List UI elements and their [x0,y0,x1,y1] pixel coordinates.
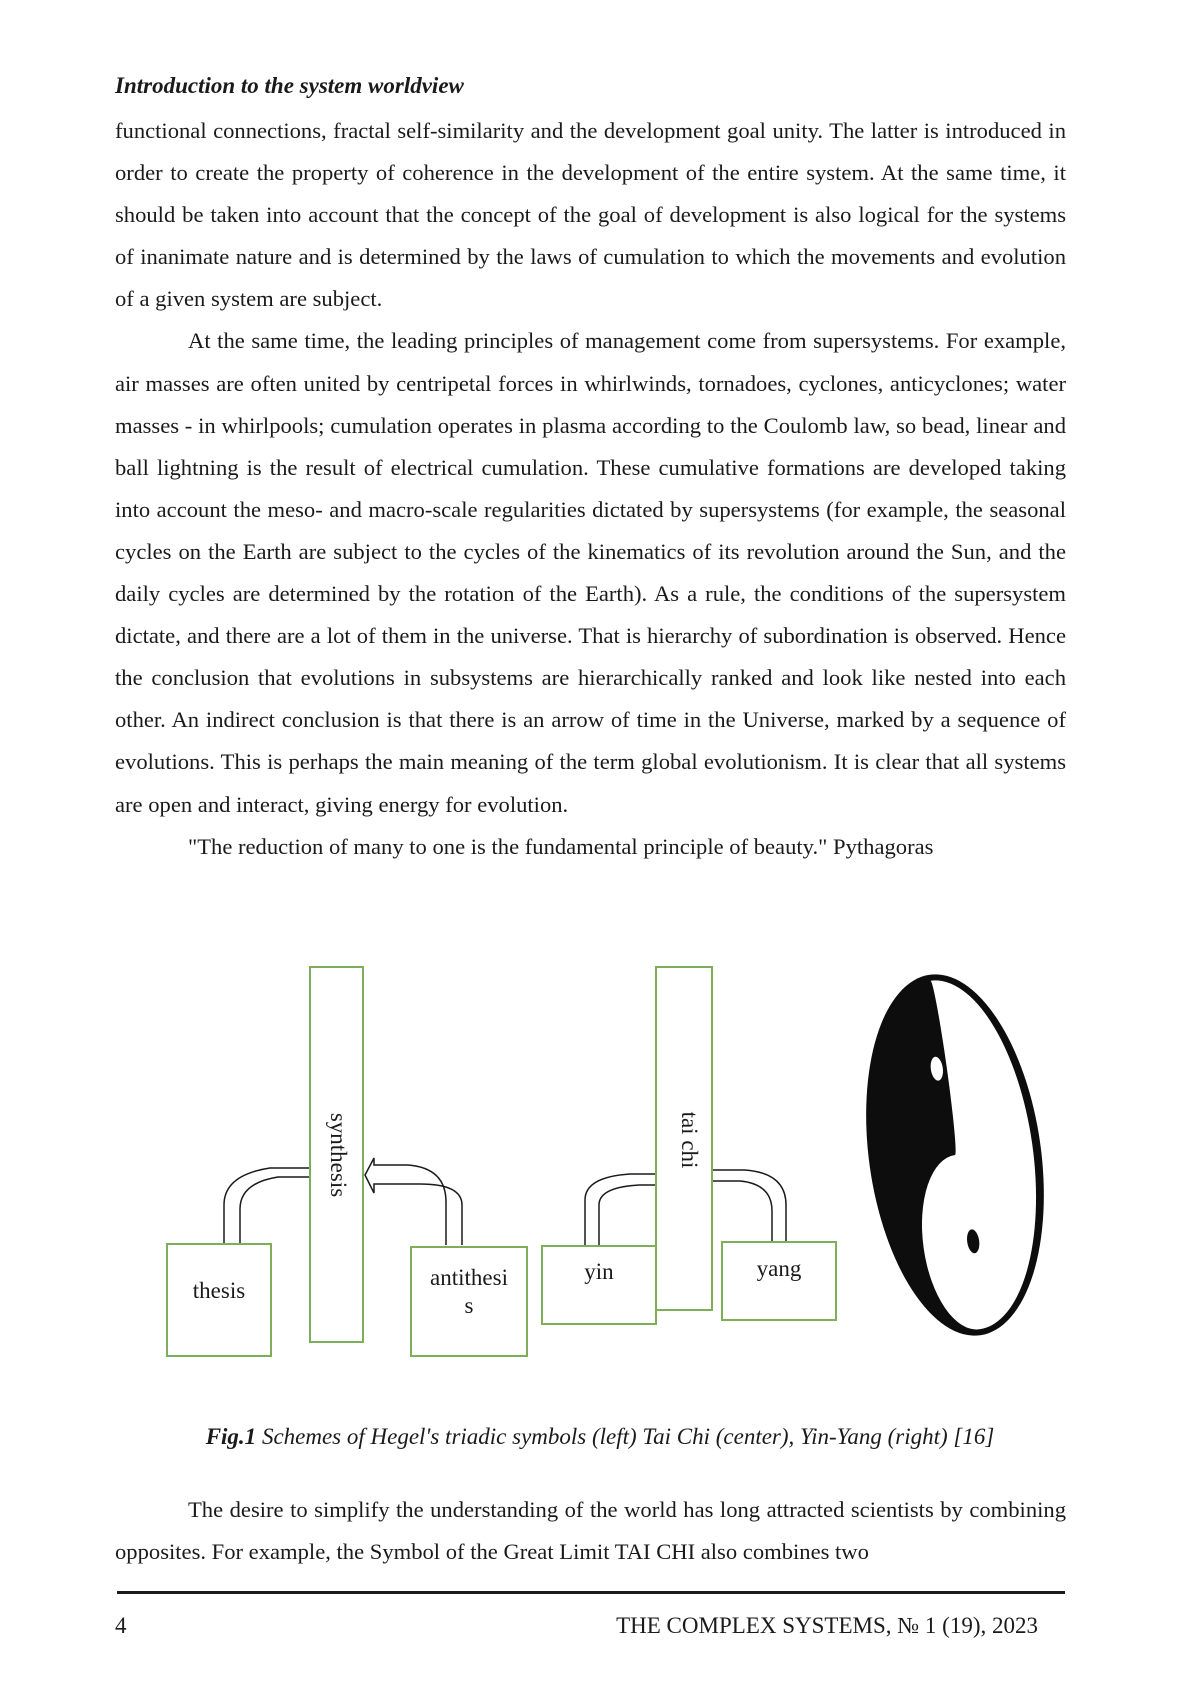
paragraph-3: The desire to simplify the understanding of the world has long attracted scientists by combining opposites. For example, the Symbol of the Great Limit TAI CHI also combines two [115,1497,1066,1565]
antithesis-label-line2: s [464,1293,474,1318]
paragraph-2: At the same time, the leading principles of management come from supersystems. For example, air masses are often united by centripetal forces in whirlwinds, tornadoes, cyclones, anticyclones; water masses - in whirlpools; cumulation operates in plasma according to the Coulomb law, so bead, linear and ball lightning is the result of electrical cumulation. These cumulative formations are developed taking into account the meso- and macro-scale regularities dictated by supersystems (for example, the seasonal cycles on the Earth are subject to the cycles of the kinematics of its revolution around the Sun, and the daily cycles are determined by the rotation of the Earth). As a rule, the conditions of the supersystem dictate, and there are a lot of them in the universe. That is hierarchy of subordination is observed. Hence the conclusion that evolutions in subsystems are hierarchically ranked and look like nested into each other. An indirect conclusion is that there is an arrow of time in the Universe, marked by a sequence of evolutions. This is perhaps the main meaning of the term global evolutionism. It is clear that all systems are open and interact, giving energy for evolution. [115,328,1066,817]
figure-1 [0,955,1200,1375]
synthesis-label: synthesis [326,1112,351,1198]
hegel-arrow-right [365,1158,462,1245]
page-number: 4 [115,1613,127,1638]
yang-box [722,1242,836,1320]
body-text-bottom [115,1489,1066,1573]
pythagoras-quote: "The reduction of many to one is the fundamental principle of beauty." Pythagoras [188,833,934,859]
yang-label: yang [756,1256,802,1281]
antithesis-label-line1: antithesi [430,1265,508,1290]
figure-diagram [0,955,1200,1375]
figure-caption [0,1424,1200,1450]
paragraph-1: functional connections, fractal self-similarity and the development goal unity. The latter is introduced in order to create the property of coherence in the development of the entire system. At the same time, it should be taken into account that the concept of the goal of development is also logical for the systems of inanimate nature and is determined by the laws of cumulation to which the movements and evolution of a given system are subject. [115,118,1066,312]
body-text-top [115,110,1066,868]
taichi-label: tai chi [677,1111,702,1169]
running-title: Introduction to the system worldview [115,73,464,98]
yin-label: yin [584,1259,614,1284]
journal-name: THE COMPLEX SYSTEMS, № 1 (19), 2023 [616,1613,1038,1638]
taichi-connector-left [585,1174,655,1245]
taichi-connector-right [711,1170,786,1243]
yin-yang-icon [845,963,1066,1347]
thesis-label: thesis [192,1278,246,1303]
caption-text: Schemes of Hegel's triadic symbols (left) Tai Chi (center), Yin-Yang (right) [16] [256,1424,995,1449]
footer-rule [117,1591,1065,1594]
yin-box [542,1246,656,1324]
hegel-connector-left [224,1168,310,1245]
caption-label: Fig.1 [205,1424,257,1449]
